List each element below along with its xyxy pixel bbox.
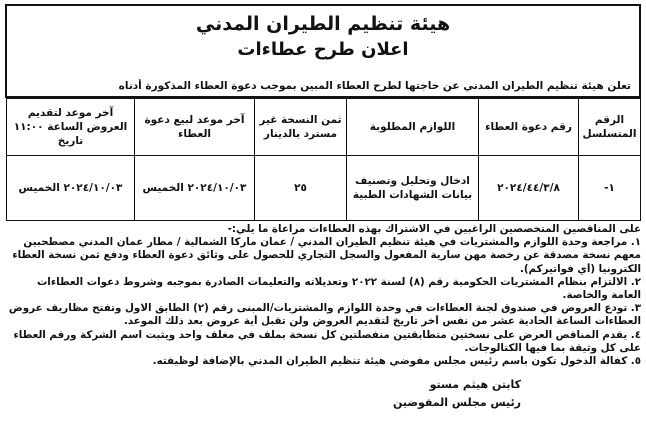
cell-price: ٢٥ <box>255 156 347 221</box>
signatory-title: رئيس مجلس المفوضين <box>392 396 521 410</box>
col-serial: الرقم المتسلسل <box>579 99 641 156</box>
condition-line: ٥. كفالة الدخول تكون باسم رئيس مجلس مفوضي هيئة تنظيم الطيران المدني بالإضافة لوظيفته. <box>152 355 641 368</box>
col-price: ثمن النسخة غير مسترد بالدينار <box>255 99 347 156</box>
col-items: اللوازم المطلوبة <box>347 99 479 156</box>
conditions-text <box>5 223 641 368</box>
table-row <box>7 156 641 221</box>
table-header-row <box>7 99 641 156</box>
cell-items: ادخال وتحليل وتصنيف بيانات الشهادات الطبية <box>347 156 479 221</box>
signatory-name: كابتن هيثم مستو <box>429 378 521 392</box>
condition-line: على المناقصين المتخصصين الراغبين في الاشتراك بهذه العطاءات مراعاة ما يلي:- <box>227 223 641 235</box>
condition-line: العطاءات الساعة الحادية عشر من نفس آخر تاريخ لتقديم العروض ولن تقبل أية عروض بعد ذلك الموعد. <box>123 315 641 328</box>
signature-block <box>5 376 521 412</box>
condition-line: العامة والخاصة. <box>562 289 641 302</box>
col-tender-no: رقم دعوة العطاء <box>479 99 579 156</box>
authority-name: هيئة تنظيم الطيران المدني <box>195 13 451 35</box>
col-submission-deadline: آخر موعد لتقديم العروض الساعة ١١:٠٠ تاريخ <box>7 99 135 156</box>
condition-line: على كل وثيقة بما فيها الكتالوجات. <box>464 341 641 354</box>
tender-table <box>6 98 641 221</box>
condition-line: الكترونيا (أي فواتيركم). <box>519 262 641 275</box>
cell-tender-no: ٢٠٢٤/٤٤/٣/٨ <box>479 156 579 221</box>
condition-line: ٢. الالتزام بنظام المشتريات الحكومية رقم (٨) لسنة ٢٠٢٢ وتعديلاته والتعليمات الصادرة بموجبه وشروط دعوات العطاءات <box>36 275 641 288</box>
condition-line: معهم نسخة مصدقة عن رخصة مهن سارية المفعول والسجل التجاري للحصول على وثائق دعوة العطاء ودفع ثمن نسخة العطاء <box>12 249 641 262</box>
col-sale-deadline: آخر موعد لبيع دعوة العطاء <box>135 99 255 156</box>
cell-submission-deadline: ٢٠٢٤/١٠/٠٣ الخميس <box>7 156 135 221</box>
cell-sale-deadline: ٢٠٢٤/١٠/٠٣ الخميس <box>135 156 255 221</box>
condition-line: ٣. تودع العروض في صندوق لجنة العطاءات في وحدة اللوازم والمشتريات/المبنى رقم (٢) الطابق الاول وتفتح مظاريف عروض <box>8 302 641 315</box>
intro-text: تعلن هيئة تنظيم الطيران المدني عن حاجتها لطرح العطاء المبين بموجب دعوة العطاء المذكورة أدناه <box>118 80 631 92</box>
condition-line: ١. مراجعة وحدة اللوازم والمشتريات في هيئة تنظيم الطيران المدني / عمان ماركا الشمالية / مطار عمان المدني مصطحبين <box>23 236 641 249</box>
condition-line: ٤. يقدم المناقص العرض على نسختين متطابقتين منفصلتين كل نسخة بملف في مغلف واحد ويثبت اسم الشركة ورقم العطاء <box>13 328 641 341</box>
cell-serial: ١- <box>579 156 641 221</box>
header-box <box>5 4 641 98</box>
announcement-title: اعلان طرح عطاءات <box>237 39 409 60</box>
